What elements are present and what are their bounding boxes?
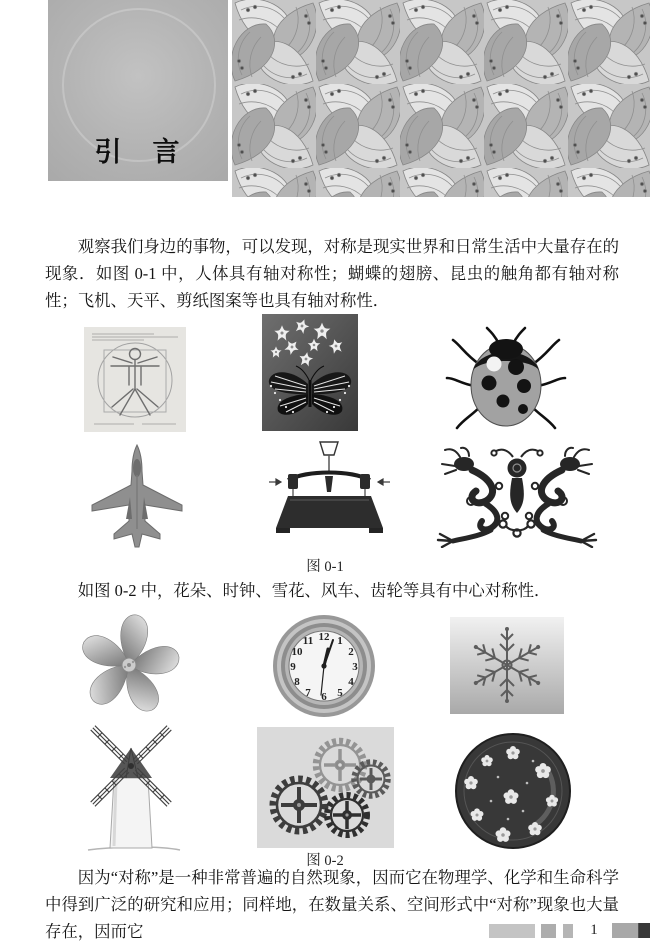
clock-numeral: 7 (305, 687, 311, 699)
intro-title-box (48, 0, 228, 181)
intro-paragraph-1: 观察我们身边的事物，可以发现，对称是现实世界和日常生活中大量存在的现象．如图 0-1 中，人体具有轴对称性；蝴蝶的翅膀、昆虫的触角都有轴对称性；飞机、天平、剪纸图案等也具有轴对称性． (45, 237, 619, 310)
intro-paragraph-2: 如图 0-2 中，花朵、时钟、雪花、风车、齿轮等具有中心对称性． (77, 581, 551, 600)
butterfly-on-flowers-image (262, 314, 358, 431)
clock-numeral: 4 (348, 676, 354, 688)
papercut-dragons-image (436, 446, 598, 548)
figure-0-1-caption: 图 0-1 (306, 559, 344, 575)
page-title: 引 言 (94, 137, 182, 167)
figure-0-2-caption: 图 0-2 (306, 853, 344, 869)
intro-paragraph-3: 因为“对称”是一种非常普遍的自然现象，因而它在物理学、化学和生命科学中得到广泛的研究和应用；同样地，在数量关系、空间形式中“对称”现象也大量存在，因而它 (45, 868, 619, 941)
clock-numeral: 10 (291, 646, 303, 658)
clock-numeral: 11 (302, 635, 314, 647)
footer-bar-1 (489, 924, 535, 938)
clock-numeral: 8 (294, 676, 300, 688)
clock-numeral: 12 (318, 631, 330, 643)
wall-clock-image (271, 609, 378, 721)
five-petal-flower-image (71, 611, 187, 718)
decorative-plate-image (453, 731, 573, 851)
footer-bar-4 (612, 923, 650, 938)
vitruvian-man-image (84, 327, 186, 432)
fighter-jet-image (84, 441, 190, 563)
page-number: 1 (590, 922, 598, 938)
clock-numeral: 9 (290, 661, 296, 673)
snowflake-image (450, 617, 564, 714)
clock-numeral: 1 (337, 635, 343, 647)
balance-scale-image (266, 438, 393, 538)
clock-numeral: 6 (321, 691, 327, 703)
footer-bar-3 (563, 924, 573, 938)
escher-tessellation-pattern (232, 0, 650, 197)
clock-numeral: 3 (352, 661, 358, 673)
ladybug-image (445, 322, 567, 437)
windmill-image (68, 720, 195, 858)
footer-bar-2 (541, 924, 556, 938)
clock-numeral: 2 (348, 646, 354, 658)
gears-image (257, 727, 394, 848)
clock-numeral: 5 (337, 687, 343, 699)
